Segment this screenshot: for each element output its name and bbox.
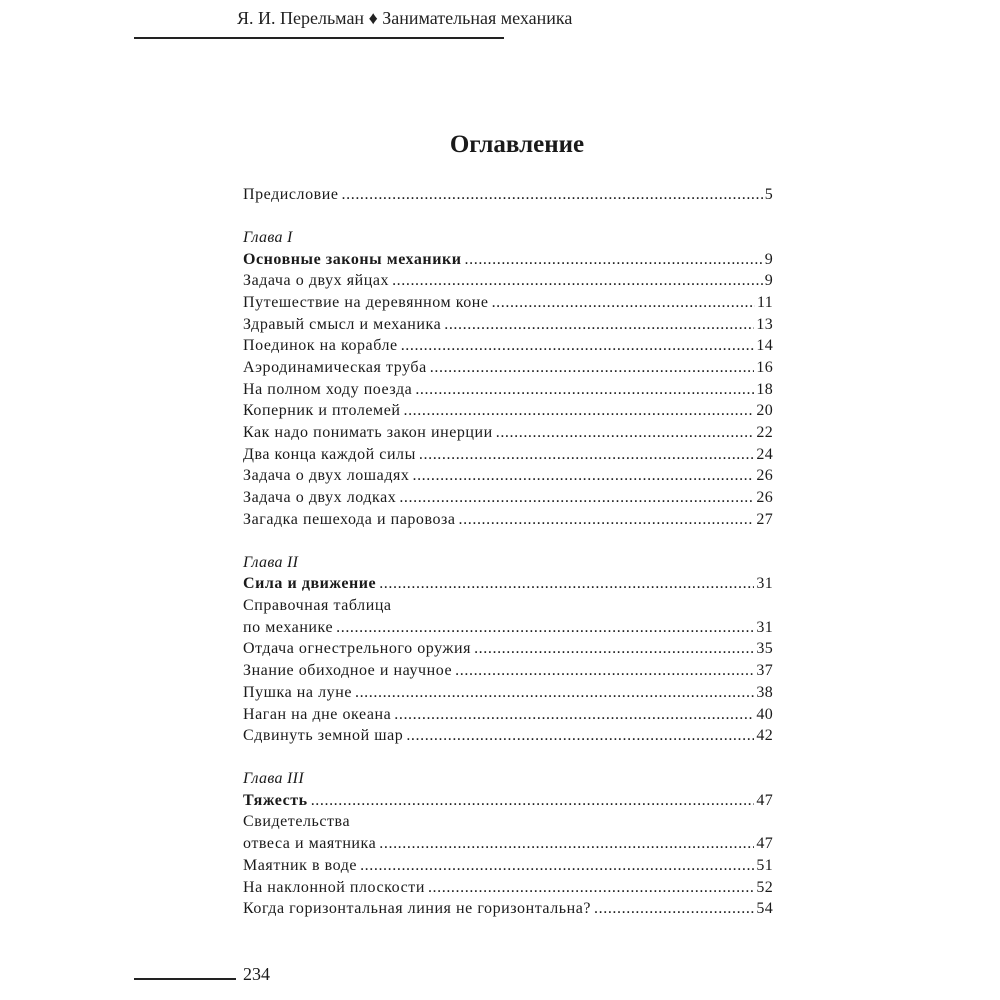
toc-entry-title: отвеса и маятника xyxy=(243,835,377,853)
toc-entry[interactable] xyxy=(243,725,773,747)
toc-entry[interactable] xyxy=(243,379,773,401)
leader-dots xyxy=(455,660,754,682)
toc-entry-title: Два конца каждой силы xyxy=(243,445,416,463)
toc-entry-page: 9 xyxy=(764,250,773,268)
toc-entry-title: Путешествие на деревянном коне xyxy=(243,293,489,311)
toc-entry-page: 40 xyxy=(756,705,773,723)
leader-dots xyxy=(459,509,755,531)
toc-entry-page: 24 xyxy=(756,445,773,463)
toc-entry[interactable] xyxy=(243,595,773,617)
toc-entry-page: 47 xyxy=(756,791,773,809)
toc-entry-title: Предисловие xyxy=(243,186,339,203)
toc-entry-page: 26 xyxy=(756,467,773,485)
toc-entry-page: 18 xyxy=(756,380,773,398)
toc-chapter-heading[interactable] xyxy=(243,790,773,812)
leader-dots xyxy=(311,790,755,812)
leader-dots xyxy=(419,444,755,466)
toc-entry-page: 22 xyxy=(756,424,773,442)
toc-entry-title: Сдвинуть земной шар xyxy=(243,727,404,745)
leader-dots xyxy=(474,638,754,660)
toc-entry-title: Тяжесть xyxy=(243,791,308,809)
toc-entry-title: Свидетельства xyxy=(243,813,351,831)
toc-entry[interactable] xyxy=(243,660,773,682)
toc-entry-page: 54 xyxy=(756,900,773,918)
chapter-label: Глава I xyxy=(243,228,293,246)
leader-dots xyxy=(336,617,754,639)
toc-entry-page: 11 xyxy=(756,293,773,311)
toc-entry[interactable] xyxy=(243,487,773,509)
toc-entry-title: Задача о двух лошадях xyxy=(243,467,410,485)
toc-entry[interactable] xyxy=(243,292,773,314)
toc-entry-page: 20 xyxy=(756,402,773,420)
toc-title: Оглавление xyxy=(449,131,585,158)
section-gap xyxy=(243,747,773,768)
toc-entry-title: Здравый смысл и механика xyxy=(243,315,442,333)
toc-entry[interactable] xyxy=(243,465,773,487)
leader-dots xyxy=(392,270,763,292)
leader-dots xyxy=(415,379,754,401)
toc-entry[interactable] xyxy=(243,898,773,920)
toc-entry-title: Знание обиходное и научное xyxy=(243,662,453,680)
toc-entry-preface[interactable] xyxy=(243,184,773,206)
toc-entry[interactable] xyxy=(243,833,773,855)
toc-entry-title: Коперник и птолемей xyxy=(243,402,401,420)
leader-dots xyxy=(355,682,754,704)
toc-entry-title: Отдача огнестрельного оружия xyxy=(243,640,472,658)
toc-entry[interactable] xyxy=(243,422,773,444)
toc-entry[interactable] xyxy=(243,444,773,466)
toc-entry-title: Наган на дне океана xyxy=(243,705,392,723)
toc-entry[interactable] xyxy=(243,270,773,292)
leader-dots xyxy=(360,855,754,877)
toc-entry-title: Аэродинамическая труба xyxy=(243,359,427,376)
leader-dots xyxy=(428,877,754,899)
toc-entry-title: Как надо понимать закон инерции xyxy=(243,424,493,442)
toc-entry[interactable] xyxy=(243,877,773,899)
toc-chapter-heading[interactable] xyxy=(243,249,773,271)
toc-entry-title: На наклонной плоскости xyxy=(243,878,425,896)
toc-entry-page: 16 xyxy=(756,359,773,376)
toc-entry-page: 9 xyxy=(764,272,773,290)
toc-entry[interactable] xyxy=(243,357,773,379)
toc-entry-page: 42 xyxy=(756,727,773,745)
leader-dots xyxy=(465,249,763,271)
toc-entry-page: 14 xyxy=(756,337,773,355)
footer-rule xyxy=(134,978,236,980)
toc-entry[interactable] xyxy=(243,509,773,531)
table-of-contents xyxy=(243,184,773,920)
leader-dots xyxy=(379,573,754,595)
leader-dots xyxy=(342,184,763,206)
toc-entry-page: 52 xyxy=(756,878,773,896)
header-rule xyxy=(134,37,504,39)
chapter-label: Глава II xyxy=(243,553,299,571)
toc-entry[interactable] xyxy=(243,335,773,357)
toc-chapter-heading[interactable] xyxy=(243,573,773,595)
toc-entry-title: Маятник в воде xyxy=(243,856,358,874)
leader-dots xyxy=(401,335,755,357)
toc-entry[interactable] xyxy=(243,617,773,639)
toc-entry[interactable] xyxy=(243,400,773,422)
toc-entry-page: 27 xyxy=(756,510,773,528)
toc-entry-page: 38 xyxy=(756,683,773,701)
running-head: Я. И. Перельман ♦ Занимательная механика xyxy=(237,8,573,28)
toc-entry[interactable] xyxy=(243,855,773,877)
leader-dots xyxy=(403,400,754,422)
toc-entry[interactable] xyxy=(243,682,773,704)
toc-entry-title: Когда горизонтальная линия не горизонтальна? xyxy=(243,900,592,918)
leader-dots xyxy=(412,465,754,487)
toc-entry-page: 35 xyxy=(756,640,773,658)
toc-entry-title: Загадка пешехода и паровоза xyxy=(243,510,456,528)
chapter-label: Глава III xyxy=(243,770,304,788)
toc-entry-page: 47 xyxy=(756,835,773,853)
toc-entry-page: 5 xyxy=(764,186,773,203)
toc-entry-page: 26 xyxy=(756,489,773,507)
toc-entry-title: по механике xyxy=(243,618,334,636)
section-gap xyxy=(243,206,773,227)
leader-dots xyxy=(594,898,754,920)
leader-dots xyxy=(406,725,754,747)
leader-dots xyxy=(379,833,754,855)
toc-entry-title: Справочная таблица xyxy=(243,597,392,615)
leader-dots xyxy=(394,704,754,726)
toc-entry-page: 51 xyxy=(756,856,773,874)
toc-entry-page: 31 xyxy=(756,618,773,636)
toc-entry-title: Задача о двух яйцах xyxy=(243,272,390,290)
toc-entry-page: 31 xyxy=(756,575,773,593)
toc-entry[interactable] xyxy=(243,704,773,726)
toc-entry-page: 37 xyxy=(756,662,773,680)
toc-entry[interactable] xyxy=(243,314,773,336)
toc-entry-title: Поединок на корабле xyxy=(243,337,398,355)
page-number: 234 xyxy=(243,964,270,984)
toc-entry-title: Основные законы механики xyxy=(243,250,462,268)
section-gap xyxy=(243,531,773,552)
leader-dots xyxy=(430,357,755,379)
toc-entry-title: Сила и движение xyxy=(243,575,377,593)
toc-entry[interactable] xyxy=(243,811,773,833)
toc-entry-title: На полном ходу поезда xyxy=(243,380,413,398)
leader-dots xyxy=(496,422,755,444)
toc-entry[interactable] xyxy=(243,638,773,660)
toc-entry-page: 13 xyxy=(756,315,773,333)
leader-dots xyxy=(399,487,754,509)
leader-dots xyxy=(492,292,755,314)
toc-entry-title: Пушка на луне xyxy=(243,683,352,701)
toc-entry-title: Задача о двух лодках xyxy=(243,489,397,507)
leader-dots xyxy=(444,314,754,336)
